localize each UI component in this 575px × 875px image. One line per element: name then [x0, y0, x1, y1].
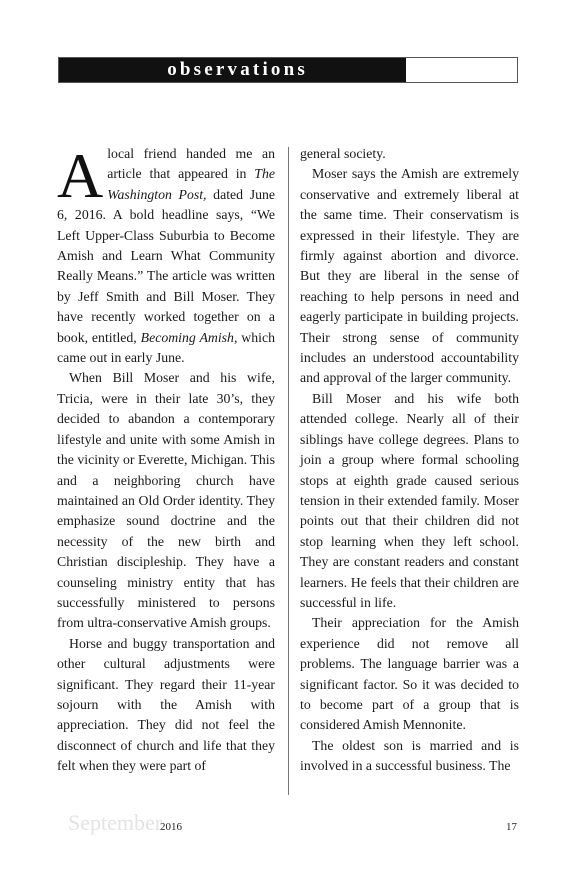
article-paragraph: Moser says the Amish are extremely conservative and extremely liberal at the same time. Their conservatism is expressed in their lifestyle. They are firmly against abortion and divorce. But they are liberal in the sense of reaching to help persons in need and eagerly participate in building projects. Their strong sense of community includes an understood accountability and approval of the larger community. [300, 166, 519, 386]
section-title: observations [167, 59, 308, 80]
article-paragraph [57, 140, 275, 368]
article-text: local friend handed me an article that appeared in [107, 146, 275, 182]
article-text: , which came out in early June. [57, 329, 275, 366]
article-paragraph: The oldest son is married and is involved in a successful business. The [300, 737, 519, 774]
column-divider [288, 147, 289, 795]
article-text: dated June 6, 2016. A bold headline says, “We Left Upper-Class Suburbia to Become Amish and Learn What Community Really Means.” The article was written by Jeff Smith and Bill Moser. They have recently worked together on a book, entitled, [57, 186, 275, 345]
drop-cap: A [57, 140, 104, 211]
article-paragraph: Bill Moser and his wife both attended college. Nearly all of their siblings have college degrees. Plans to join a group where formal schooling stops at eighth grade caused serious tension in their extended family. Moser points out that their children did not stop learning when they left school. They are constant readers and constant learners. He feels that their children are successful in life. [300, 390, 519, 610]
article-paragraph: When Bill Moser and his wife, Tricia, were in their late 30’s, they decided to abandon a contemporary lifestyle and unite with some Amish in the vicinity or Everette, Michigan. This and a neighboring church have maintained an Old Order identity. They emphasize sound doctrine and the necessity of the new birth and Christian discipleship. They have a counseling ministry entity that has successfully ministered to persons from ultra-conservative Amish groups. [57, 370, 275, 631]
section-header [58, 57, 518, 83]
page-number: 17 [506, 821, 517, 833]
publication-title: The Washington Post, [107, 166, 275, 202]
footer-year: 2016 [160, 821, 182, 833]
article-paragraph: general society. [300, 146, 386, 161]
article-paragraph: Horse and buggy transportation and other cultural adjustments were significant. They regard their 11-year sojourn with the Amish with appreciation. They did not feel the disconnect of church and life that they felt when they were part of [57, 635, 275, 774]
footer-month: September [68, 810, 163, 835]
article-column-left [57, 140, 275, 777]
article-column-right [300, 144, 519, 777]
book-title: Becoming Amish [140, 329, 234, 345]
article-paragraph: Their appreciation for the Amish experience did not remove all problems. The language barrier was a significant factor. So it was decided to to become part of a group that is considered Amish Mennonite. [300, 615, 519, 733]
